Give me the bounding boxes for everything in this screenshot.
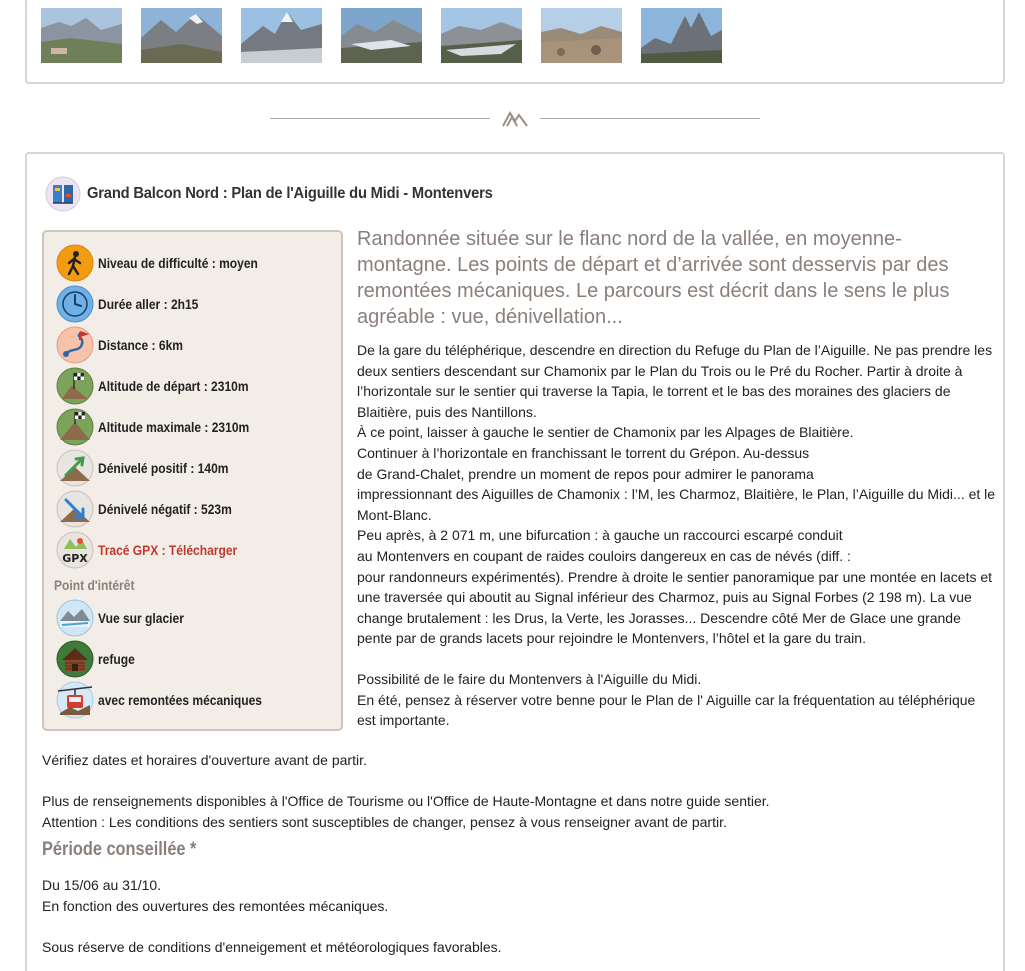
elevation-up-icon	[56, 449, 94, 487]
poi-glacier	[56, 599, 198, 637]
hiker-icon	[56, 244, 94, 282]
check-hours-note: Vérifiez dates et horaires d'ouverture avant de partir.	[42, 752, 367, 768]
divider-line-left	[270, 118, 490, 119]
divider-line-right	[540, 118, 760, 119]
period-dates: Du 15/06 au 31/10. En fonction des ouvertures des remontées mécaniques.	[42, 876, 389, 914]
start-flag-icon	[56, 367, 94, 405]
poi-refuge	[56, 640, 141, 678]
route-notes	[42, 750, 982, 957]
glacier-icon	[56, 599, 94, 637]
photo-thumbnail-6[interactable]	[541, 8, 622, 63]
section-divider	[270, 108, 760, 128]
route-card	[25, 152, 1005, 971]
cable-car-icon	[56, 681, 94, 719]
elevation-down-icon	[56, 490, 94, 528]
gpx-icon-label: GPX	[62, 552, 88, 565]
elevation-loss-label: Dénivelé négatif : 523m	[98, 501, 232, 517]
info-note: Plus de renseignements disponibles à l'Office de Tourisme ou l'Office de Haute-Montagne et dans notre guide sentier. Attention : Les conditions des sentiers sont susceptibles de changer, pensez à vous renseigner avant de partir.	[42, 793, 770, 830]
photo-thumbnail-5[interactable]	[441, 8, 522, 63]
photo-thumbnail-2[interactable]	[141, 8, 222, 63]
photo-thumbnail-7[interactable]	[641, 8, 722, 63]
info-elevation-loss	[56, 490, 254, 528]
description-paragraph-1: De la gare du téléphérique, descendre en direction du Refuge du Plan de l’Aiguille. Ne pas prendre les deux sentiers descendant sur Chamonix par le Plan du Trois ou le Pré du Rocher. Partir à droite à l’horizontale sur le sentier qui traverse la Tapia, le torrent et le bas des moraines des glaciers de Blaitière, puis des Nantillons. À ce point, laisser à gauche le sentier de Chamonix par les Alpages de Blaitière. Continuer à l’horizontale en franchissant le torrent du Grépon. Au-dessus de Grand-Chalet, prendre un moment de repos pour admirer le panorama impressionnant des Aiguilles de Chamonix : l’M, les Charmoz, Blaitière, le Plan, l’Aiguille du Midi... et le Mont-Blanc. Peu après, à 2 071 m, une bifurcation : à gauche un raccourci escarpé conduit au Montenvers en coupant de raides couloirs dangereux en cas de névés (diff. : pour randonneurs expérimentés). Prendre à droite le sentier panoramique par une montée en lacets et une traversée qui aboutit au Signal inférieur des Charmoz, puis au Signal Forbes (2 198 m). La vue change brutalement : les Drus, la Verte, les Jorasses... Descendre côté Mer de Glace une grande pente par de grands lacets pour rejoindre le Montenvers, l’hôtel et la gare du train.	[357, 342, 996, 647]
poi-label-refuge: refuge	[98, 651, 135, 667]
page-title: Grand Balcon Nord : Plan de l'Aiguille du Midi - Montenvers	[87, 185, 493, 202]
map-book-icon	[45, 176, 81, 212]
poi-lift	[56, 681, 289, 719]
route-description	[357, 340, 997, 731]
info-duration	[56, 285, 215, 323]
poi-heading: Point d'intérêt	[54, 577, 135, 593]
info-max-altitude	[56, 408, 274, 446]
duration-label: Durée aller : 2h15	[98, 296, 199, 312]
max-altitude-label: Altitude maximale : 2310m	[98, 419, 250, 435]
info-gpx[interactable]	[56, 531, 260, 569]
refuge-cabin-icon	[56, 640, 94, 678]
period-conditions: Sous réserve de conditions d'enneigement et météorologiques favorables.	[42, 938, 502, 955]
description-paragraph-2: Possibilité de le faire du Montenvers à l'Aiguille du Midi. En été, pensez à réserver votre benne pour le Plan de l' Aiguille car la fréquentation au téléphérique est importante.	[357, 670, 976, 729]
info-start-altitude	[56, 367, 273, 405]
difficulty-label: Niveau de difficulté : moyen	[98, 255, 258, 271]
poi-label-lift: avec remontées mécaniques	[98, 692, 262, 708]
route-info-panel	[42, 230, 343, 731]
route-header	[45, 176, 528, 212]
info-elevation-gain	[56, 449, 250, 487]
clock-icon	[56, 285, 94, 323]
gpx-file-icon	[56, 531, 94, 569]
distance-label: Distance : 6km	[98, 337, 183, 353]
summit-flag-icon	[56, 408, 94, 446]
elevation-gain-label: Dénivelé positif : 140m	[98, 460, 229, 476]
gpx-download-link[interactable]: Tracé GPX : Télécharger	[98, 542, 238, 558]
mountain-icon	[502, 109, 528, 127]
photo-thumbnail-3[interactable]	[241, 8, 322, 63]
photo-thumbnail-1[interactable]	[41, 8, 122, 63]
poi-label-glacier: Vue sur glacier	[98, 610, 184, 626]
start-altitude-label: Altitude de départ : 2310m	[98, 378, 249, 394]
period-heading: Période conseillée *	[42, 839, 197, 861]
photo-gallery	[25, 0, 1005, 84]
info-distance	[56, 326, 197, 364]
info-difficulty	[56, 244, 284, 282]
route-distance-icon	[56, 326, 94, 364]
route-lead: Randonnée située sur le flanc nord de la vallée, en moyenne-montagne. Les points de départ et d’arrivée sont desservis par des remontées mécaniques. Le parcours est décrit dans le sens le plus agréable : vue, dénivellation...	[357, 228, 950, 328]
thumbnail-strip	[41, 8, 722, 63]
photo-thumbnail-4[interactable]	[341, 8, 422, 63]
